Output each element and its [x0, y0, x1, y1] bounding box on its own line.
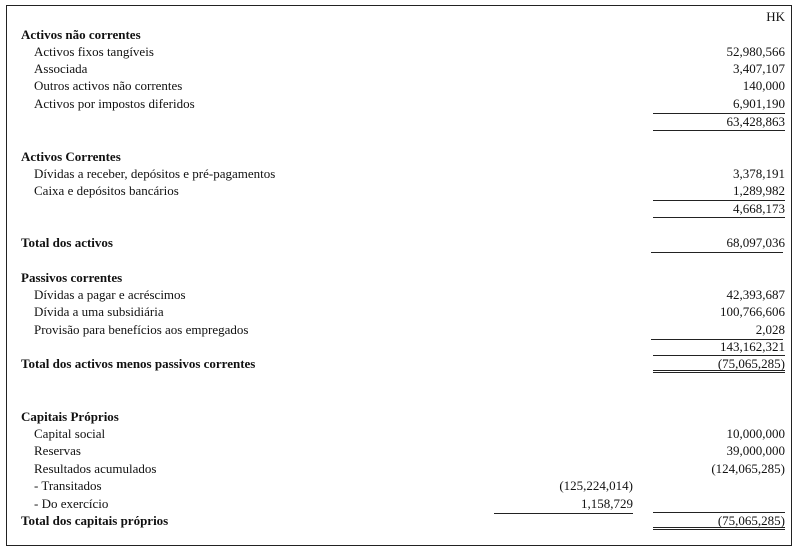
line-item-value: 140,000: [742, 78, 785, 93]
section-heading: Activos Correntes: [21, 149, 121, 164]
equity-total-value: (75,065,285): [717, 513, 785, 528]
rule-line: [651, 252, 783, 253]
section-heading: Passivos correntes: [21, 270, 123, 285]
line-item-value: 1,289,982: [733, 183, 785, 198]
sub-item-label: - Transitados: [34, 478, 102, 493]
line-item-label: Capital social: [34, 426, 106, 441]
line-item-label: Outros activos não correntes: [34, 78, 183, 93]
section-heading-row: [7, 26, 793, 44]
sub-item: [7, 495, 793, 513]
line-item-label: Activos por impostos diferidos: [34, 96, 195, 111]
net-value: (75,065,285): [717, 356, 785, 371]
line-item-label: Associada: [34, 61, 88, 76]
section-heading-row: [7, 408, 793, 426]
sub-item-value: 1,158,729: [581, 496, 633, 511]
total-assets-label: Total dos activos: [21, 235, 113, 250]
subtotal-value: 143,162,321: [720, 339, 785, 354]
equity-total-label: Total dos capitais próprios: [21, 513, 169, 528]
line-item-value: 2,028: [755, 322, 785, 337]
line-item-label: Dívida a uma subsidiária: [34, 304, 164, 319]
line-item: [7, 442, 793, 460]
section-heading-row: [7, 148, 793, 166]
line-item-label: Reservas: [34, 443, 81, 458]
line-item-label: Caixa e depósitos bancários: [34, 183, 179, 198]
subtotal-row: [7, 113, 793, 131]
net-row: [7, 355, 793, 373]
line-item: [7, 77, 793, 95]
line-item-value: 42,393,687: [726, 287, 785, 302]
line-item: [7, 460, 793, 478]
line-item-label: Activos fixos tangíveis: [34, 44, 154, 59]
line-item-value: (124,065,285): [711, 461, 785, 476]
line-item: [7, 303, 793, 321]
subtotal-row: [7, 200, 793, 218]
currency-row: [7, 8, 793, 26]
line-item: [7, 182, 793, 200]
line-item-value: 52,980,566: [726, 44, 785, 59]
line-item: [7, 286, 793, 304]
net-label: Total dos activos menos passivos correntes: [21, 356, 256, 371]
balance-sheet: [6, 5, 792, 546]
line-item-value: 6,901,190: [733, 96, 785, 111]
section-heading: Capitais Próprios: [21, 409, 119, 424]
line-item-value: 100,766,606: [720, 304, 785, 319]
line-item-value: 39,000,000: [726, 443, 785, 458]
currency-label: HK: [766, 9, 785, 24]
line-item-label: Provisão para benefícios aos empregados: [34, 322, 249, 337]
sub-item-value: (125,224,014): [559, 478, 633, 493]
section-heading: Activos não correntes: [21, 27, 141, 42]
line-item: [7, 43, 793, 61]
line-item-value: 10,000,000: [726, 426, 785, 441]
line-item-label: Dívidas a receber, depósitos e pré-pagamentos: [34, 166, 276, 181]
line-item: [7, 60, 793, 78]
line-item-label: Dívidas a pagar e acréscimos: [34, 287, 186, 302]
subtotal-value: 63,428,863: [726, 114, 785, 129]
subtotal-value: 4,668,173: [733, 201, 785, 216]
line-item: [7, 165, 793, 183]
line-item: [7, 425, 793, 443]
sub-item-label: - Do exercício: [34, 496, 109, 511]
line-item-value: 3,378,191: [733, 166, 785, 181]
line-item-value: 3,407,107: [733, 61, 785, 76]
total-assets-value: 68,097,036: [726, 235, 785, 250]
total-assets-row: [7, 234, 793, 252]
section-heading-row: [7, 269, 793, 287]
line-item-label: Resultados acumulados: [34, 461, 157, 476]
sub-item: [7, 477, 793, 495]
equity-total-row: [7, 512, 793, 530]
subtotal-row: [7, 338, 793, 356]
line-item: [7, 321, 793, 339]
line-item: [7, 95, 793, 113]
